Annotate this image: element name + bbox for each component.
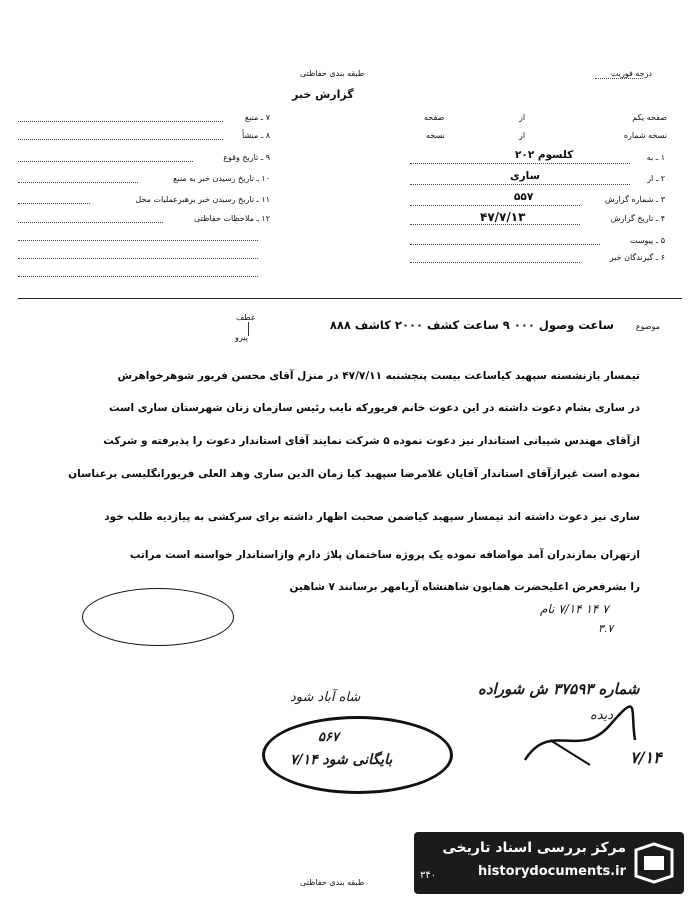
classification-top: طبقه بندی حفاظتی (300, 69, 365, 78)
copy-from: از (519, 131, 526, 140)
field-report-date-dots (410, 224, 580, 225)
handwritten-seen: دیده (590, 708, 614, 723)
field-report-date-value: ۴۷/۷/۱۳ (480, 210, 526, 224)
handwritten-registration: شماره ۳۷۵۹۳ ش شوراده (478, 680, 640, 698)
page-code: ۳۴۰ (420, 870, 437, 881)
field-report-date-label: ۴ ـ تاریخ گزارش (610, 214, 665, 223)
body-line: ازتهران بمازندران آمد مواضافه نموده یک پروژه ساختمان پلاژ دارم وازاستاندار خواسته است مراتب (129, 549, 640, 561)
field-origin-label: ۸ ـ منشأ (242, 131, 270, 140)
field-attachment-dots (410, 244, 600, 245)
body-line: نموده است غیرازآقای استاندار آقایان غلامرضا سپهبد کیا زمان الدین ساری وهد العلی فریورانگلیسی برعناسان (68, 468, 640, 480)
subject-label: موضوع (635, 322, 660, 331)
field-occurrence-date-label: ۹ ـ تاریخ وقوع (223, 153, 270, 162)
field-report-no-label: ۳ ـ شماره گزارش (604, 195, 665, 204)
watermark-url: historydocuments.ir (477, 864, 626, 879)
field-from-dots (410, 184, 630, 185)
field-recipients-label: ۶ ـ گیرندگان خبر (609, 253, 665, 262)
copy-unit: نسخه (426, 131, 445, 140)
field-security-dots (18, 222, 163, 223)
page-unit: صفحه (424, 113, 445, 122)
field-source-dots (18, 121, 223, 122)
field-report-no-value: ۵۵۷ (514, 191, 534, 203)
watermark-title: مرکز بررسی اسناد تاریخی (442, 840, 626, 856)
field-attachment-label: ۵ ـ پیوست (629, 236, 665, 245)
field-to-dots (410, 163, 630, 164)
field-to-label: ۱ ـ به (646, 153, 665, 162)
field-received-source-dots (18, 182, 138, 183)
left-extra-dots-1 (18, 240, 258, 241)
form-title: گزارش خبر (292, 88, 354, 101)
field-occurrence-dots (18, 161, 193, 162)
body-line: ساری نیز دعوت داشته اند تیمسار سپهبد کیاضمن صحبت اظهار داشته برای سرکشی به پیازدیه طلب خود (104, 511, 640, 523)
field-origin-dots (18, 139, 223, 140)
classification-bottom: طبقه بندی حفاظتی (300, 878, 365, 887)
body-line: در ساری بشام دعوت داشته در این دعوت خانم فریورکه نایب رئیس سازمان زنان شهرستان ساری است (109, 402, 640, 414)
annotation-sub: ۳.۷ (598, 622, 614, 635)
header-separator (18, 298, 682, 299)
faint-round-stamp (82, 588, 234, 646)
body-line: تیمسار بازنشسته سپهبد کیاساعت بیست پنجشنبه ۴۷/۷/۱۱ در منزل آقای محسن فریور شوهرخواهرش (117, 370, 640, 382)
field-from-value: ساری (510, 170, 540, 182)
page-from: از (519, 113, 526, 122)
field-to-value: کلسوم ۲۰۲ (515, 149, 574, 161)
archive-logo-icon (632, 842, 676, 884)
field-received-source-label: ۱۰ ـ تاریخ رسیدن خبر به منبع (173, 174, 270, 183)
signature-scribble-right (520, 700, 640, 770)
handwritten-left-note: شاه آباد شود (290, 690, 361, 705)
body-line: را بشرفعرض اعلیحضرت همایون شاهنشاه آریامهر برسانند ۷ شاهین (289, 581, 640, 593)
pervand-label: پیرو (235, 333, 248, 342)
field-from-label: ۲ ـ از (647, 174, 665, 183)
field-recipients-dots (410, 262, 580, 263)
handwritten-right-date: ۷/۱۴ (630, 748, 662, 767)
watermark-banner (414, 832, 684, 894)
field-security-notes-label: ۱۲ ـ ملاحظات حفاظتی (194, 214, 270, 223)
urgency-label: درجه فوریت (610, 69, 652, 78)
page-label: صفحه یکم (632, 113, 667, 122)
stamp-number: ۵۶۷ (318, 730, 339, 745)
left-extra-dots-3 (18, 276, 258, 277)
annotation-date: ۷ ۱۴ ۷/۱۴ نام (540, 602, 609, 616)
copy-label: نسخه شماره (623, 131, 667, 140)
field-received-ops-dots (18, 203, 90, 204)
subject-text: ساعت وصول ۰۰۰ ۹ ساعت کشف ۲۰۰۰ کاشف ۸۸۸ (329, 318, 614, 332)
left-extra-dots-2 (18, 258, 258, 259)
stamp-archive: بایگانی شود ۷/۱۴ (290, 752, 393, 768)
ref-bracket (248, 322, 259, 336)
field-source-label: ۷ ـ منبع (244, 113, 270, 122)
ref-label: عطف (236, 313, 256, 322)
body-line: ازآقای مهندس شیبانی استاندار نیز دعوت نموده ۵ شرکت نمایند آقای استاندار دعوت را پذیرفته و شرکت (103, 435, 640, 447)
field-report-no-dots (410, 205, 580, 206)
urgency-dots (595, 78, 643, 79)
field-received-ops-label: ۱۱ ـ تاریخ رسیدن خبر برهبرعملیات محل (135, 195, 270, 204)
